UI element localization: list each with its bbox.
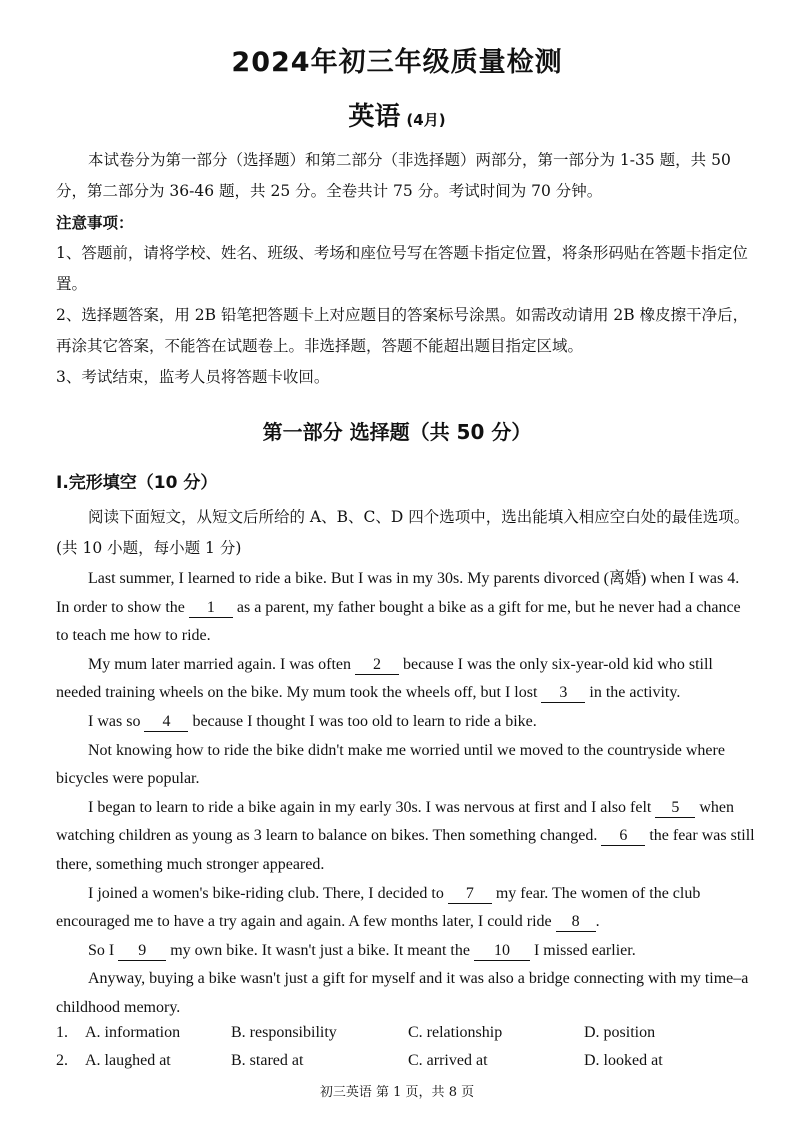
options-list [56,1024,756,1080]
blank-2: 2 [355,656,399,675]
blank-10: 10 [474,942,530,961]
passage-text: I joined a women's bike-riding club. There, I decided to [88,884,444,902]
option-b: B. stared at [231,1052,304,1069]
option-c: C. arrived at [408,1052,488,1069]
passage-paragraph [56,651,756,708]
passage-text: as a parent, my father bought a bike as a gift for me, but he never had a chance to teach me how to ride. [56,598,741,645]
passage-paragraph [56,794,756,880]
note-item-1: 1、答题前，请将学校、姓名、班级、考场和座位号写在答题卡指定位置，将条形码贴在答题卡指定位置。 [56,244,748,293]
note-item-3: 3、考试结束，监考人员将答题卡收回。 [56,368,330,386]
passage-text: So I [88,941,115,959]
passage-text: because I was the only six-year-old kid who still needed training wheels on the bike. My mum took the wheels off, but I lost [56,655,713,702]
passage-paragraph [56,708,756,737]
passage-text: my fear. The women of the club encouraged me to have a try again and again. A few months later, I could ride [56,884,701,931]
exam-intro: 本试卷分为第一部分（选择题）和第二部分（非选择题）两部分，第一部分为 1-35 题，共 50 分，第二部分为 36-46 题，共 25 分。全卷共计 75 分。考试时间为 70 分钟。 [56,151,731,200]
passage-text: I began to learn to ride a bike again in my early 30s. I was nervous at first and I also felt [88,798,652,816]
option-a: A. laughed at [85,1052,171,1069]
passage-text: my own bike. It wasn't just a bike. It meant the [170,941,470,959]
page-footer: 初三英语 第 1 页，共 8 页 [319,1085,475,1100]
passage-paragraph: Anyway, buying a bike wasn't just a gift for myself and it was also a bridge connecting with my time–a childhood memory. [56,970,749,1016]
blank-8: 8 [556,913,596,932]
notes-heading: 注意事项： [56,213,134,232]
option-b: B. responsibility [231,1024,337,1041]
option-row-1 [56,1024,756,1052]
blank-7: 7 [448,885,492,904]
passage-text: Last summer, I learned to ride a bike. But I was in my 30s. My parents divorced (离婚) when I was 4. In order to show the [56,570,740,616]
part-instruction: 阅读下面短文，从短文后所给的 A、B、C、D 四个选项中，选出能填入相应空白处的最佳选项。(共 10 小题，每小题 1 分) [56,508,750,557]
passage-text: in the activity. [589,684,681,702]
passage-paragraph: Not knowing how to ride the bike didn't make me worried until we moved to the countryside where bicycles were popular. [56,741,725,788]
option-row-2 [56,1052,756,1080]
question-number: 1. [56,1024,68,1041]
blank-9: 9 [118,942,166,961]
passage-text: . [595,913,600,931]
option-c: C. relationship [408,1024,503,1041]
exam-title: 2024年初三年级质量检测 [231,47,563,78]
question-number: 2. [56,1052,68,1069]
passage-text: when watching children as young as 3 learn to balance on bikes. Then something changed. [56,798,735,845]
passage-text: because I thought I was too old to learn to ride a bike. [192,712,537,730]
option-a: A. information [85,1024,181,1041]
passage-paragraph [56,880,756,937]
subject-title [0,96,794,133]
notes-section [56,207,756,393]
passage-text: the fear was still there, something much stronger appeared. [56,827,755,873]
blank-5: 5 [655,799,695,818]
cloze-passage [56,565,756,1023]
option-d: D. looked at [584,1052,663,1069]
subject-name: 英语 [348,102,401,132]
blank-4: 4 [144,713,188,732]
section-title: 第一部分 选择题（共 50 分） [262,420,532,444]
passage-text: My mum later married again. I was often [88,655,352,673]
passage-paragraph [56,565,756,651]
note-item-2: 2、选择题答案，用 2B 铅笔把答题卡上对应题目的答案标号涂黑。如需改动请用 2B 橡皮擦干净后，再涂其它答案，不能答在试题卷上。非选择题，答题不能超出题目指定区域。 [56,306,749,355]
passage-text: I missed earlier. [533,941,636,959]
blank-3: 3 [541,684,585,703]
passage-paragraph [56,937,756,966]
blank-1: 1 [189,599,233,618]
passage-text: I was so [88,712,141,730]
blank-6: 6 [601,827,645,846]
exam-month: (4月) [406,111,446,129]
part-title: I.完形填空（10 分） [56,473,218,493]
option-d: D. position [584,1024,656,1041]
